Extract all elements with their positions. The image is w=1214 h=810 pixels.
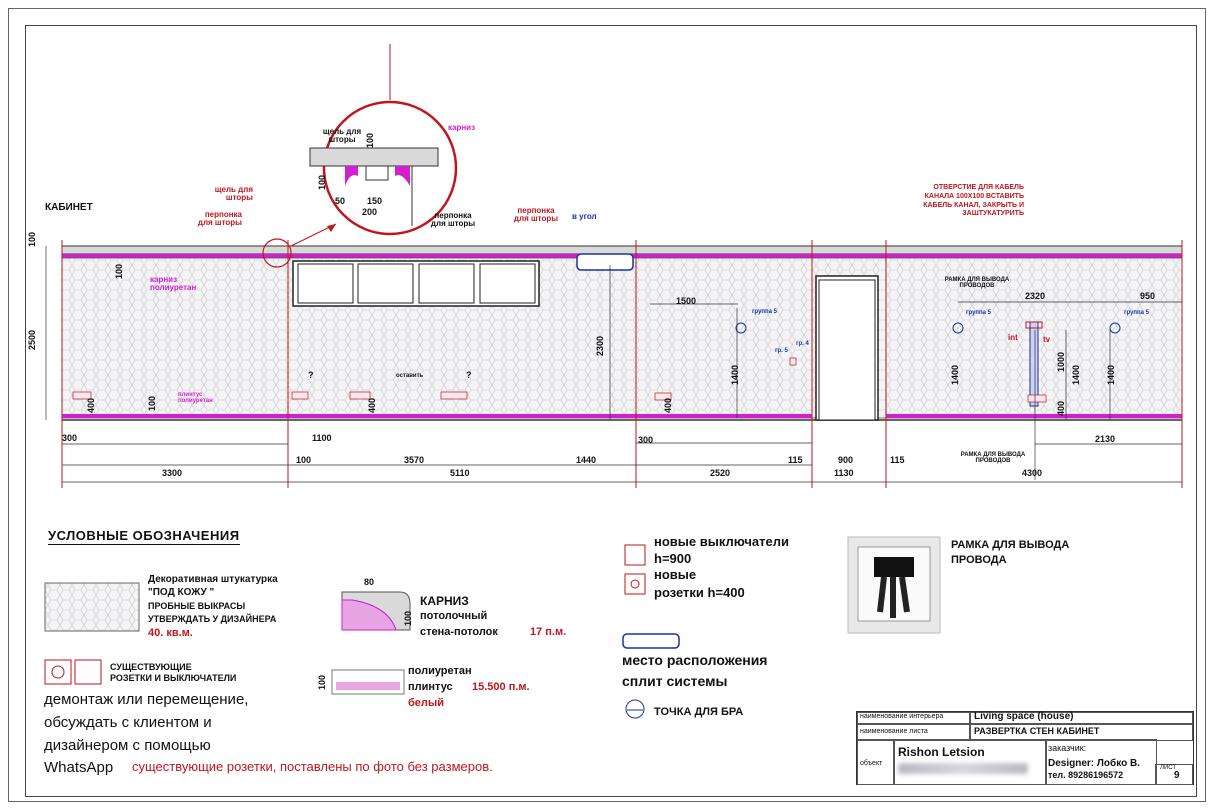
legend-existing-l1: СУЩЕСТВУЮЩИЕ xyxy=(110,662,192,672)
tb-object-label: объект xyxy=(860,760,883,767)
legend-skirting-h: 100 xyxy=(317,674,327,690)
tb-sheet-name-label: наименование листа xyxy=(860,728,928,735)
dim-w3570: 3570 xyxy=(404,455,425,465)
dim-w115a: 115 xyxy=(788,455,803,465)
legend-skirting-l2: плинтус xyxy=(408,681,453,693)
label-group5-c: группа 5 xyxy=(1124,310,1150,316)
ceiling-slab xyxy=(62,246,1182,254)
legend-skirting-l1: полиуретан xyxy=(408,665,472,677)
legend-cornice-w: 80 xyxy=(364,577,375,587)
legend-note-l3: дизайнером с помощью xyxy=(44,737,211,754)
legend-cornice-h: 100 xyxy=(403,610,413,626)
label-gr5: гр. 5 xyxy=(775,348,788,354)
cable-channel xyxy=(1030,322,1038,406)
dim-w115b: 115 xyxy=(890,455,905,465)
callout-cable-hole: ОТВЕРСТИЕ ДЛЯ КАБЕЛЬ КАНАЛА 100Х100 ВСТАВИТЬ КАБЕЛЬ КАНАЛ, ЗАКРЫТЬ И ЗАШТУКАТУРИТЬ xyxy=(923,184,1024,218)
legend-note-l4: WhatsApp xyxy=(44,759,114,776)
callout-ostavit: оставить xyxy=(396,373,424,379)
legend-cornice-l2: потолочный xyxy=(420,610,488,622)
legend-plaster-l1: Декоративная штукатурка xyxy=(148,574,278,585)
legend-skirting-l3: белый xyxy=(408,697,445,709)
dim-w1100: 1100 xyxy=(312,433,332,443)
callout-frame-bottom: РАМКА ДЛЯ ВЫВОДА ПРОВОДОВ xyxy=(960,452,1026,464)
dim-w950: 950 xyxy=(1140,291,1156,301)
room-label: КАБИНЕТ xyxy=(45,202,93,213)
legend-cornice-l1: КАРНИЗ xyxy=(420,594,469,608)
callout-perponka-mid: перпонка для шторы xyxy=(513,206,559,223)
callout-karniz-poly: карниз полиуретан xyxy=(150,275,197,292)
callout-shchel-left: щель для шторы xyxy=(214,185,253,202)
dim-detail-50: 50 xyxy=(335,196,346,206)
callout-perponka-detail: перпонка для шторы xyxy=(430,211,476,228)
dim-h100b: 100 xyxy=(114,263,124,279)
legend-plaster-l3: ПРОБНЫЕ ВЫКРАСЫ xyxy=(148,601,246,611)
legend-sconce: ТОЧКА ДЛЯ БРА xyxy=(654,706,744,718)
legend-switches-l2: h=900 xyxy=(654,551,692,566)
dim-h400a: 400 xyxy=(86,397,96,413)
legend-split-l2: сплит системы xyxy=(622,673,728,689)
legend-frame-l1: РАМКА ДЛЯ ВЫВОДА xyxy=(951,539,1070,551)
callout-plintus: плинтус полиуретан xyxy=(178,392,213,404)
callout-v-ugol: в угол xyxy=(572,212,597,221)
skirting-band-2 xyxy=(886,414,1182,418)
dim-w100: 100 xyxy=(296,455,312,465)
dim-h400c: 400 xyxy=(663,397,673,413)
dim-w1500: 1500 xyxy=(676,296,697,306)
tb-sheet-name-value: РАЗВЕРТКА СТЕН КАБИНЕТ xyxy=(974,726,1100,736)
legend-plaster-qty: 40. кв.м. xyxy=(148,627,193,639)
legend-sockets-l2: розетки h=400 xyxy=(654,585,745,600)
dim-w300a: 300 xyxy=(62,433,78,443)
dim-w900: 900 xyxy=(838,455,854,465)
dim-h100: 100 xyxy=(27,231,37,247)
legend-switches-l1: новые выключатели xyxy=(654,534,789,549)
legend-split-l1: место расположения xyxy=(622,652,768,668)
dim-detail-150: 150 xyxy=(367,196,383,206)
tb-object-value: Rishon Letsion xyxy=(898,745,985,759)
legend-cornice-l3: стена-потолок xyxy=(420,626,498,638)
dim-w3300: 3300 xyxy=(162,468,183,478)
dim-w2130: 2130 xyxy=(1095,434,1116,444)
dim-w2320: 2320 xyxy=(1025,291,1046,301)
legend-sockets-l1: новые xyxy=(654,567,697,582)
tb-interior-label: наименование интерьера xyxy=(860,713,944,720)
dim-h2500: 2500 xyxy=(27,329,37,350)
legend-frame-l2: ПРОВОДА xyxy=(951,554,1007,566)
legend-existing-l2: РОЗЕТКИ И ВЫКЛЮЧАТЕЛИ xyxy=(110,673,237,683)
redacted-address xyxy=(898,763,1028,774)
dim-w300b: 300 xyxy=(638,435,654,445)
dim-w2520: 2520 xyxy=(710,468,731,478)
tb-sheet-number: 9 xyxy=(1174,770,1180,781)
legend-skirting-qty: 15.500 п.м. xyxy=(472,681,530,693)
callout-shchel: щель для шторы xyxy=(322,127,362,144)
legend-plaster-l4: УТВЕРЖДАТЬ У ДИЗАЙНЕРА xyxy=(148,614,277,624)
dim-w4300: 4300 xyxy=(1022,468,1043,478)
tb-interior-value: Living space (house) xyxy=(974,711,1074,722)
dim-h1400d: 1400 xyxy=(1106,364,1116,385)
label-group5-a: группа 5 xyxy=(752,309,778,315)
dim-h400d: 400 xyxy=(1056,400,1066,416)
legend-title: УСЛОВНЫЕ ОБОЗНАЧЕНИЯ xyxy=(48,528,240,543)
label-int: int xyxy=(1008,333,1018,342)
tb-sheet-label: ЛИСТ xyxy=(1160,765,1177,771)
legend-cornice-qty: 17 п.м. xyxy=(530,626,567,638)
dim-h1400b: 1400 xyxy=(950,364,960,385)
legend-note-l2: обсуждать с клиентом и xyxy=(44,714,212,731)
legend-note-l1: демонтаж или перемещение, xyxy=(44,691,249,708)
dim-w5110: 5110 xyxy=(450,468,470,478)
callout-perponka-left: перпонка для шторы xyxy=(197,210,242,227)
dim-w1130: 1130 xyxy=(834,468,854,478)
split-system-marker xyxy=(577,254,633,270)
dim-detail-100-left: 100 xyxy=(317,174,327,190)
dim-h1000: 1000 xyxy=(1056,351,1066,372)
dim-w1440: 1440 xyxy=(576,455,597,465)
callout-frame-top: РАМКА ДЛЯ ВЫВОДА ПРОВОДОВ xyxy=(944,277,1010,289)
label-tv: tv xyxy=(1043,335,1051,344)
skirting-band-1 xyxy=(62,414,812,418)
callout-karniz: карниз xyxy=(448,123,476,132)
dim-h1400a: 1400 xyxy=(730,364,740,385)
tb-customer-label: заказчик: xyxy=(1048,743,1087,753)
legend-plaster-l2: "ПОД КОЖУ " xyxy=(148,587,215,598)
dim-h1400c: 1400 xyxy=(1071,364,1081,385)
dim-detail-100-top: 100 xyxy=(365,132,375,148)
label-gr4: гр. 4 xyxy=(796,341,809,347)
dim-detail-200: 200 xyxy=(362,207,378,217)
dim-h100c: 100 xyxy=(147,395,157,411)
label-group5-b: группа 5 xyxy=(966,310,992,316)
legend-plaster-swatch xyxy=(45,583,139,631)
dim-h2300: 2300 xyxy=(595,335,605,356)
callout-question-2: ? xyxy=(466,370,472,380)
dim-h400b: 400 xyxy=(367,397,377,413)
tb-designer: Designer: Лобко В. xyxy=(1048,758,1140,769)
callout-question-1: ? xyxy=(308,370,314,380)
tb-phone: тел. 89286196572 xyxy=(1048,770,1124,780)
legend-note-red: существующие розетки, поставлены по фото без размеров. xyxy=(132,759,493,774)
